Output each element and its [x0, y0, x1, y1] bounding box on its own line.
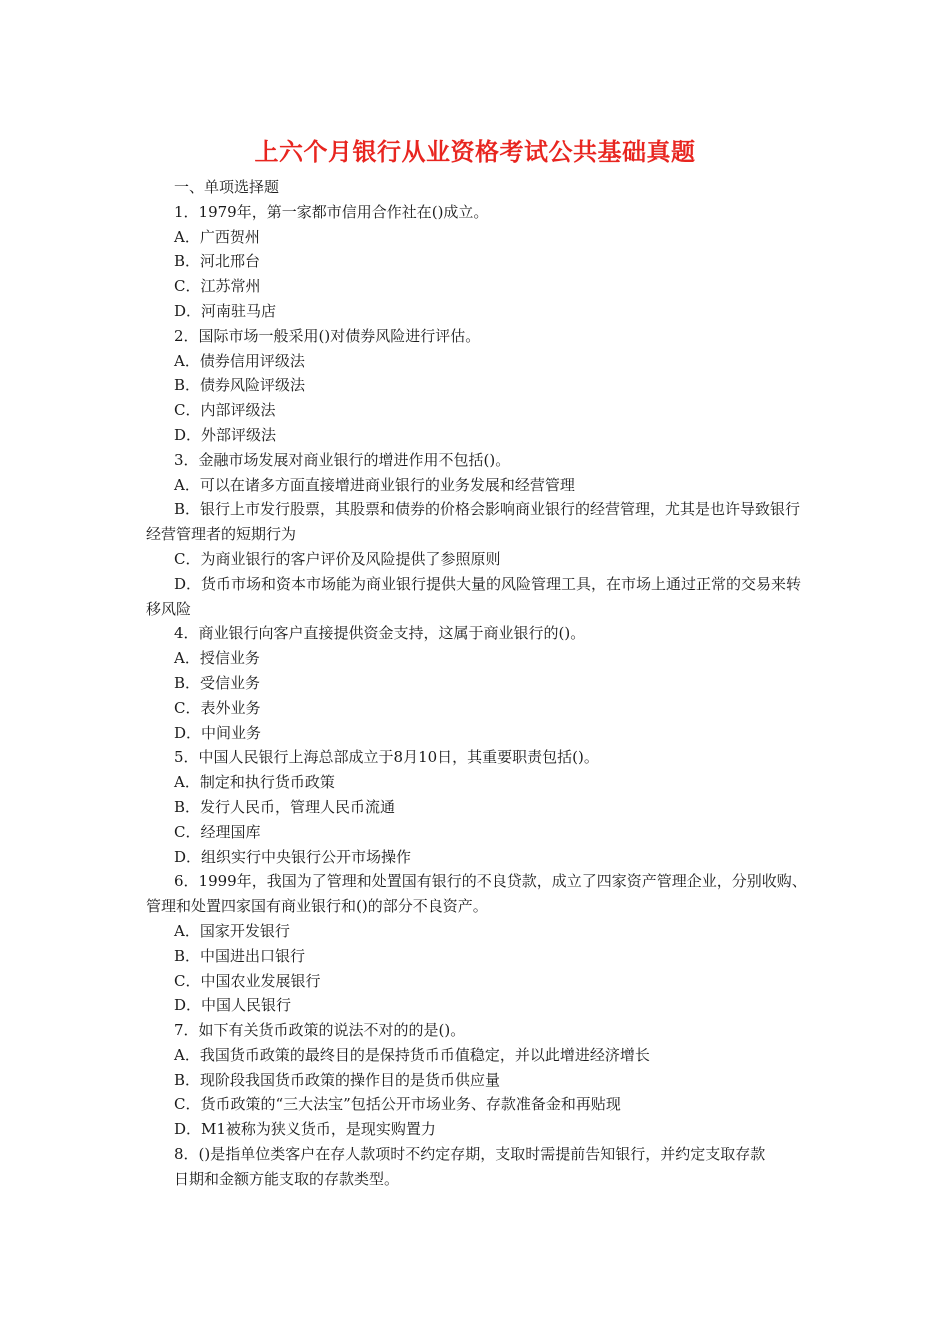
- option: A．债券信用评级法: [174, 351, 305, 370]
- document-body: [146, 175, 810, 1192]
- option: C．内部评级法: [174, 401, 276, 420]
- question-stem: 3．金融市场发展对商业银行的增进作用不包括()。: [174, 450, 511, 469]
- trailing-line: 日期和金额方能支取的存款类型。: [174, 1169, 400, 1188]
- question-stem: 2．国际市场一般采用()对债券风险进行评估。: [174, 326, 481, 345]
- document-title: 上六个月银行从业资格考试公共基础真题: [254, 138, 696, 166]
- question-stem: 4．商业银行向客户直接提供资金支持，这属于商业银行的()。: [174, 624, 586, 643]
- option: B．银行上市发行股票，其股票和债券的价格会影响商业银行的经营管理，尤其是也许导致银行经营管理者的短期行为: [146, 500, 801, 544]
- option: B．现阶段我国货币政策的操作目的是货币供应量: [174, 1070, 501, 1089]
- option: A．广西贺州: [174, 227, 260, 246]
- question-stem: 8．()是指单位类客户在存人款项时不约定存期，支取时需提前告知银行，并约定支取存款: [174, 1145, 766, 1164]
- question-stem: 7．如下有关货币政策的说法不对的的是()。: [174, 1021, 466, 1040]
- question-stem: 5．中国人民银行上海总部成立于8月10日，其重要职责包括()。: [174, 748, 599, 767]
- option: B．中国进出口银行: [174, 946, 306, 965]
- option: A．可以在诸多方面直接增进商业银行的业务发展和经营管理: [174, 475, 575, 494]
- option: C．中国农业发展银行: [174, 971, 321, 990]
- option: A．授信业务: [174, 649, 260, 668]
- question-stem: 6．1999年，我国为了管理和处置国有银行的不良贷款，成立了四家资产管理企业，分别收购、管理和处置四家国有商业银行和()的部分不良资产。: [146, 872, 807, 916]
- option: B．河北邢台: [174, 252, 261, 271]
- option: B．受信业务: [174, 673, 261, 692]
- option: D．M1被称为狭义货币，是现实购置力: [174, 1120, 436, 1139]
- option: D．河南驻马店: [174, 301, 277, 320]
- question-stem: 1．1979年，第一家都市信用合作社在()成立。: [174, 202, 489, 221]
- option: D．中间业务: [174, 723, 262, 742]
- option: C．经理国库: [174, 822, 261, 841]
- option: A．我国货币政策的最终目的是保持货币币值稳定，并以此增进经济增长: [174, 1045, 650, 1064]
- option: C．江苏常州: [174, 277, 261, 296]
- option: A．制定和执行货币政策: [174, 773, 335, 792]
- option: B．债券风险评级法: [174, 376, 306, 395]
- option: C．表外业务: [174, 698, 261, 717]
- option: D．组织实行中央银行公开市场操作: [174, 847, 412, 866]
- option: B．发行人民币，管理人民币流通: [174, 797, 396, 816]
- option: C．为商业银行的客户评价及风险提供了参照原则: [174, 549, 501, 568]
- section-heading: 一、单项选择题: [174, 178, 280, 196]
- option: C．货币政策的“三大法宝”包括公开市场业务、存款准备金和再贴现: [174, 1095, 621, 1114]
- option: D．外部评级法: [174, 425, 277, 444]
- option: D．货币市场和资本市场能为商业银行提供大量的风险管理工具，在市场上通过正常的交易来转移风险: [146, 574, 802, 618]
- option: A．国家开发银行: [174, 921, 290, 940]
- option: D．中国人民银行: [174, 996, 292, 1015]
